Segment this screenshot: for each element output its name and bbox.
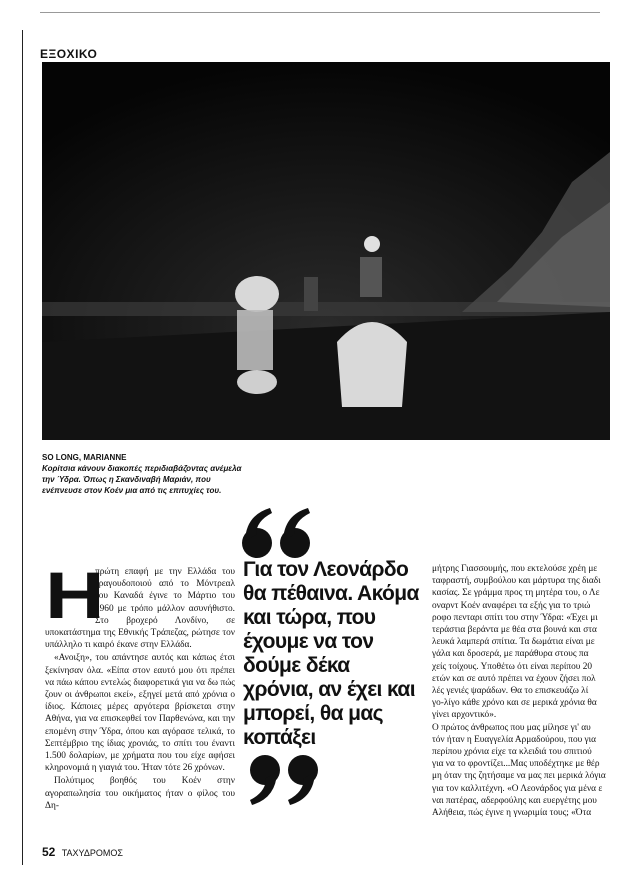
text-line: Αλήθεια, πώς έγινε η γνωριμία τους; «Ότα [432, 808, 592, 819]
text-line: γάλα και δροσερά, με παράθυρα στους πα [432, 649, 589, 660]
text-line: τόν ήταν η Ευαγγελία Αρμαδούρου, που για [432, 734, 597, 745]
column-3-text [432, 563, 620, 819]
text-line: τεράστια βεράντα με θέα στα βουνά και στα [432, 625, 597, 636]
text-line: Ο πρώτος άνθρωπος που μας μίλησε γι' αυ [432, 722, 591, 733]
page-footer [42, 845, 123, 859]
article-paragraph: «Ανοιξη», του απάντησε αυτός και κάπως έτσι ξεκίνησαν όλα. «Είπα στον εαυτό μου ότι πρέπει να πάω κάπου εντελώς διαφορετικά για να δω πώς ζουν οι άνθρωποι εκεί», εξηγεί μετά από χρόνια ο ίδιος. Κάποιες μέρες αργότερα βρίσκεται στην Αθήνα, για να επισκεφθεί τον Παρθενώνα, και την επομένη στην Ύδρα, όπου και αγόρασε τελικά, το Σεπτέμβριο της ίδιας χρονιάς, το σπίτι του έναντι 1.500 δολαρίων, με χρήματα που του είχε αφήσει κληρονομιά η γιαγιά του. Ήταν τότε 26 χρόνων. [45, 653, 235, 774]
text-line: για να το φροντίζει...Μας υποδέχτηκε με θέρ [432, 759, 600, 770]
text-line: περίπου χρόνια είχε τα κλειδιά του σπιτιού [432, 747, 592, 758]
text-line: λές γενιές ψαράδων. Θα το επισκευάζω λί [432, 686, 589, 697]
text-line: οναρντ Κοέν αναφέρει τα εξής για το τριώ [432, 600, 591, 611]
text-line: μη όταν της ζητήσαμε να μας πει μερικά λόγια [432, 771, 606, 782]
text-line: για τον καλλιτέχνη. «Ο Λεονάρδος για μένα ε [432, 783, 603, 794]
article-column-3 [432, 563, 620, 819]
article-paragraph: πρώτη επαφή με την Ελλάδα του τραγουδοποιού από το Μόντρεαλ του Καναδά έγινε το Μάρτιο του 1960 με τρόπο μάλλον ασυνήθιστο. Στο βροχερό Λονδίνο, σε υποκατάστημα της Εθνικής Τράπεζας, ρώτησε τον υπάλληλο τι καιρό έκανε στην Ελλάδα. [45, 567, 235, 651]
close-quote-icon [248, 750, 328, 810]
article-column-1 [45, 558, 235, 813]
binding-edge-line [22, 30, 23, 865]
page-number: 52 [42, 845, 56, 859]
text-line: γο-λίγο κάθε χρόνο και σε μερικά χρόνια θα [432, 698, 597, 709]
caption-title: SO LONG, MARIANNE [42, 453, 127, 462]
photo-caption [42, 452, 242, 496]
article-paragraph: Πολύτιμος βοηθός του Κοέν στην αγοραπωλησία του οικήματος ήταν ο φίλος του Δη- [45, 776, 235, 811]
text-line: μήτρης Γιασσουμής, που εκτελούσε χρέη με [432, 564, 598, 574]
open-quote-icon [240, 503, 320, 563]
drop-cap: Η [45, 558, 105, 632]
text-line: λευκά λαμπερά σπίτια. Τα δωμάτια είναι με [432, 637, 595, 648]
pull-quote: Για τον Λεονάρδο θα πέθαινα. Ακόμα και τώρα, που έχουμε να τον δούμε δέκα χρόνια, αν έχει και μπορεί, θα μας κοπάξει [243, 558, 419, 749]
photo-illustration [42, 62, 610, 440]
text-line: χείς τοίχους. Υποθέτω ότι είναι περίπου 20 [432, 661, 592, 672]
text-line: κασίας. Σε γράμμα προς τη μητέρα του, ο Λε [432, 588, 600, 599]
text-line: ετών και σε αυτό πρέπει να έχουν ζήσει πολ [432, 673, 596, 684]
text-line: ναι πατέρας, αδερφούλης και ευεργέτης μου [432, 795, 597, 806]
section-title: ΕΞΟΧΙΚΟ [40, 47, 98, 61]
magazine-name: ΤΑΧΥΔΡΟΜΟΣ [61, 848, 123, 858]
text-line: γίνει αρχοντικό». [432, 710, 497, 721]
beach-photo [42, 62, 610, 440]
text-line: ταφραστή, συμβούλου και μάρτυρα της διαδι [432, 576, 601, 587]
top-rule [40, 12, 600, 13]
caption-body: Κορίτσια κάνουν διακοπές περιδιαβάζοντας ανέμελα την Ύδρα. Όπως η Σκανδιναβή Μαριάν, που ενέπνευσε στον Κοέν μια από τις επιτυχίες του. [42, 464, 242, 495]
text-line: ροφο πενταρι σπίτι του στην Ύδρα: «Έχει μι [432, 612, 598, 623]
